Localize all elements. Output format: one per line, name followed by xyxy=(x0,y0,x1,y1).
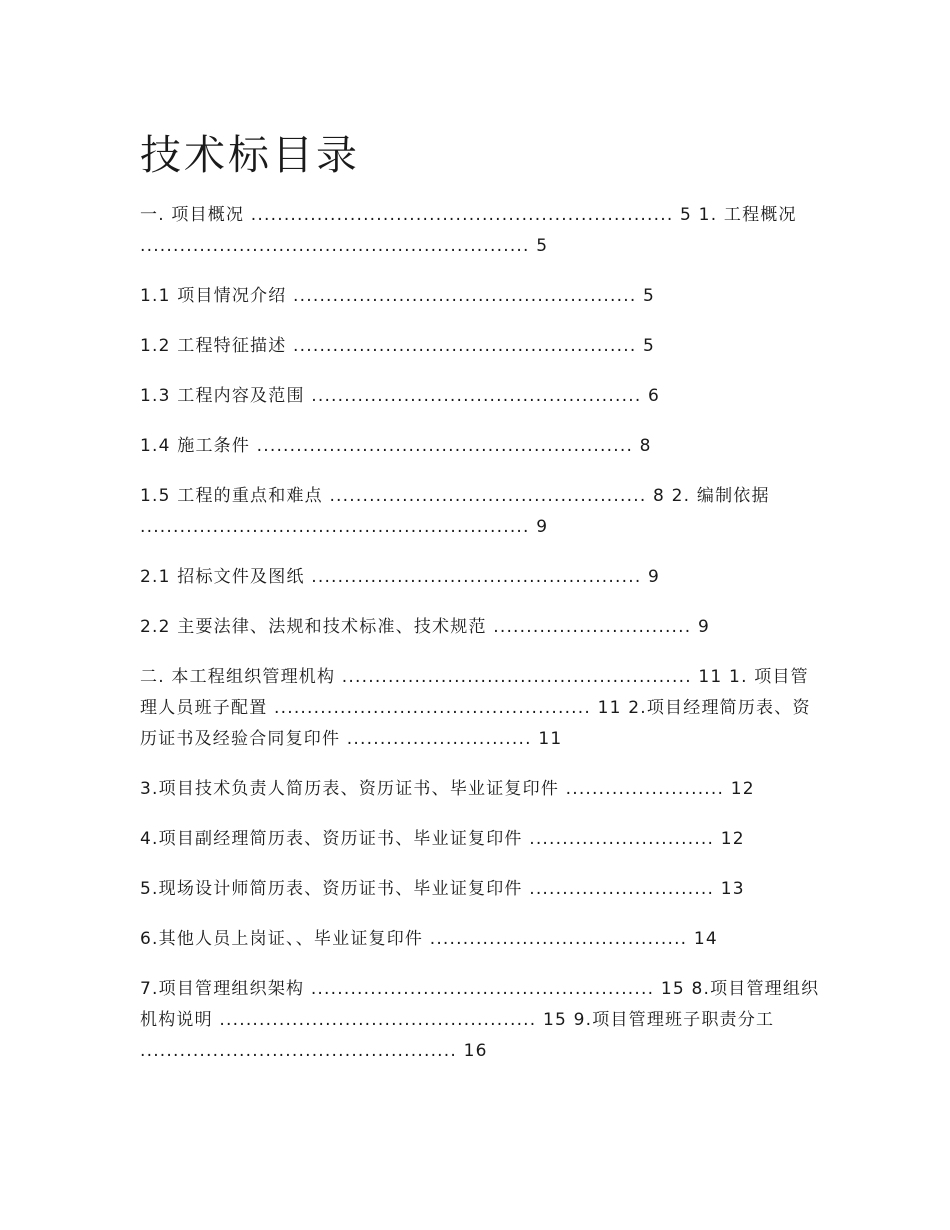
toc-entry: 1.2 工程特征描述 .................................................... 5 xyxy=(140,336,656,356)
toc-entry: 二. 本工程组织管理机构 ..................................................... 11 1. 项目管理人员班子配置 ................................................ 11 2.项目经理简历表、资历证书及经验合同复印件 ............................ 11 xyxy=(140,667,811,749)
toc-entry: 5.现场设计师简历表、资历证书、毕业证复印件 ............................ 13 xyxy=(140,879,745,899)
toc-entry: 4.项目副经理简历表、资历证书、毕业证复印件 ............................ 12 xyxy=(140,829,745,849)
toc-entry: 一. 项目概况 ................................................................ 5 1. 工程概况 ........................................................... 5 xyxy=(140,205,797,256)
toc-entry: 3.项目技术负责人简历表、资历证书、毕业证复印件 ........................ 12 xyxy=(140,779,755,799)
toc-entry: 7.项目管理组织架构 .................................................... 15 8.项目管理组织机构说明 ................................................ 15 9.项目管理班子职责分工 ................................................ 16 xyxy=(140,979,820,1061)
table-of-contents xyxy=(140,200,820,1086)
toc-entry: 2.2 主要法律、法规和技术标准、技术规范 .............................. 9 xyxy=(140,617,710,637)
toc-entry: 6.其他人员上岗证、、毕业证复印件 ....................................... 14 xyxy=(140,929,718,949)
page-title: 技术标目录 xyxy=(140,131,360,179)
toc-entry: 1.3 工程内容及范围 .................................................. 6 xyxy=(140,386,661,406)
toc-entry: 1.5 工程的重点和难点 ................................................ 8 2. 编制依据 ........................................................... 9 xyxy=(140,486,770,537)
toc-entry: 2.1 招标文件及图纸 .................................................. 9 xyxy=(140,567,661,587)
toc-entry: 1.1 项目情况介绍 .................................................... 5 xyxy=(140,286,656,306)
toc-entry: 1.4 施工条件 ......................................................... 8 xyxy=(140,436,652,456)
